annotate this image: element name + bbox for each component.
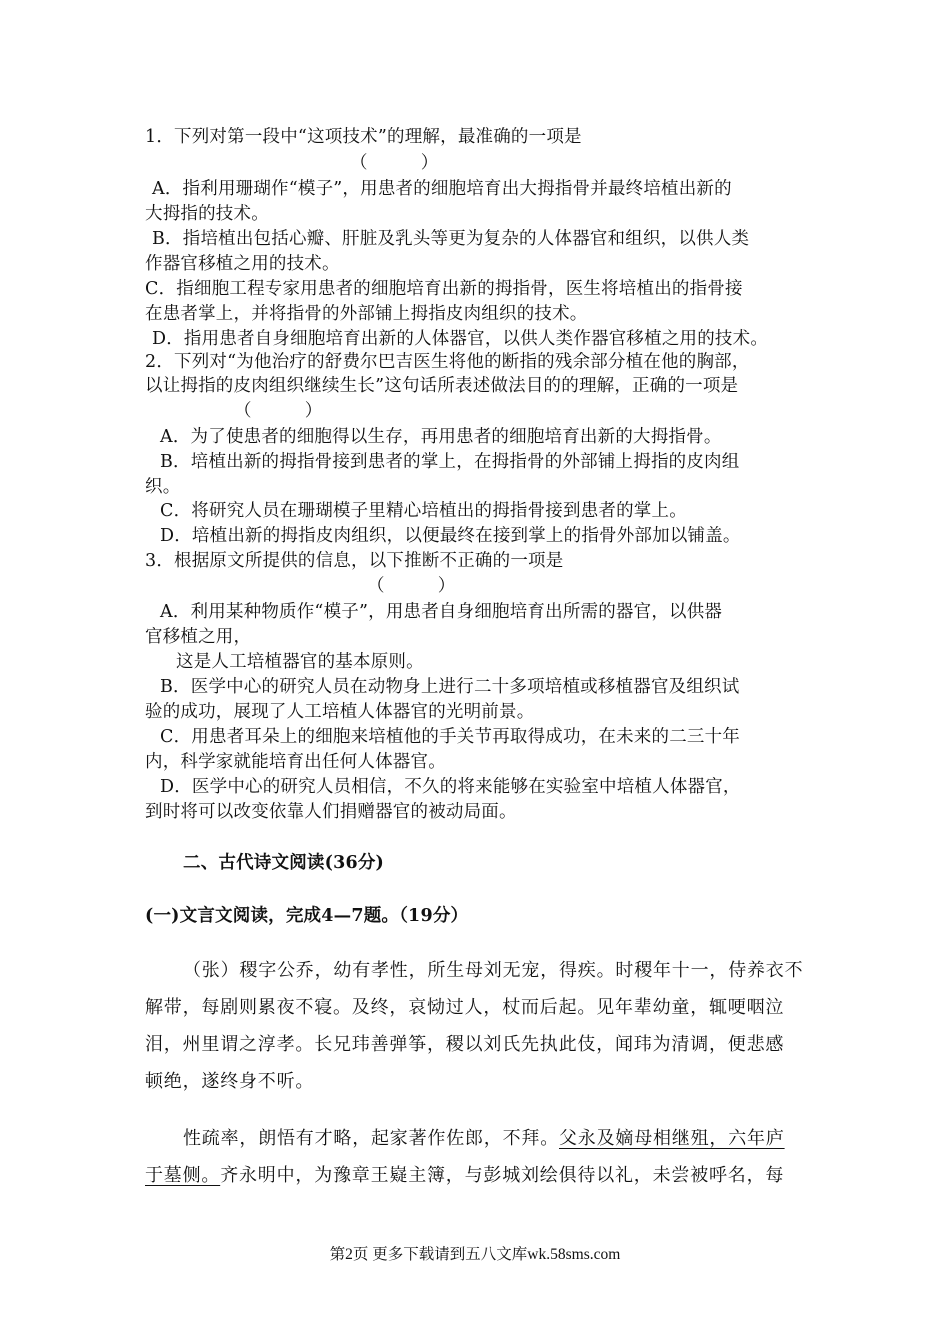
p2-plain-text: 齐永明中，为豫章王嶷主簿，与彭城刘绘俱待以礼，未尝被呼名，每 [220,1165,785,1186]
q3-answer-paren: （ ） [367,576,456,596]
q1-option-d-line1: D．指用患者自身细胞培育出新的人体器官，以供人类作器官移植之用的技术。 [152,329,769,349]
classical-text-p1-line3: 泪，州里谓之淳孝。长兄玮善弹筝，稷以刘氏先执此伎，闻玮为清调，便悲感 [145,1034,785,1055]
section-heading: 二、古代诗文阅读(36分) [183,853,385,873]
q1-option-c-line2: 在患者掌上，并将指骨的外部铺上拇指皮肉组织的技术。 [145,304,588,324]
q3-option-a-line2: 官移植之用， [145,627,252,647]
q2-option-c-line1: C．将研究人员在珊瑚模子里精心培植出的拇指骨接到患者的掌上。 [160,501,687,521]
q2-option-b-line1: B．培植出新的拇指骨接到患者的掌上，在拇指骨的外部铺上拇指的皮肉组 [160,452,740,472]
q2-option-d-line1: D．培植出新的拇指皮肉组织，以便最终在接到掌上的指骨外部加以铺盖。 [160,526,741,546]
classical-text-p2-line1 [183,1126,853,1152]
q3-option-b-line2: 验的成功，展现了人工培植人体器官的光明前景。 [145,702,535,722]
q2-stem-line2: 以让拇指的皮肉组织继续生长”这句话所表述做法目的的理解，正确的一项是 [145,376,739,396]
classical-text-p2-line2 [145,1163,815,1189]
q1-option-b-line2: 作器官移植之用的技术。 [145,254,340,274]
q3-option-b-line1: B．医学中心的研究人员在动物身上进行二十多项培植或移植器官及组织试 [160,677,740,697]
q2-option-a-line1: A．为了使患者的细胞得以生存，再用患者的细胞培育出新的大拇指骨。 [160,427,722,447]
q1-stem: 1．下列对第一段中“这项技术”的理解，最准确的一项是 [145,127,582,147]
page-footer: 第2页 更多下载请到五八文库wk.58sms.com [329,1246,621,1263]
classical-text-p1-line4: 顿绝，遂终身不听。 [145,1071,315,1092]
classical-text-p1-line1: （张）稷字公乔，幼有孝性，所生母刘无宠，得疾。时稷年十一，侍养衣不 [183,960,804,981]
section-subheading: (一)文言文阅读，完成4—7题。（19分） [145,906,469,926]
q1-option-a-line1: A．指利用珊瑚作“模子”，用患者的细胞培育出大拇指骨并最终培植出新的 [152,179,732,199]
q3-option-d-line2: 到时将可以改变依靠人们捐赠器官的被动局面。 [145,802,517,822]
q1-answer-paren: （ ） [350,153,439,173]
q3-option-c-line2: 内，科学家就能培育出任何人体器官。 [145,752,446,772]
q2-stem-line1: 2．下列对“为他治疗的舒费尔巴吉医生将他的断指的残余部分植在他的胸部， [145,352,750,372]
p2-underlined-text: 于墓侧。 [145,1165,221,1186]
p2-underlined-text: 父永及嫡母相继殂，六年庐 [559,1128,785,1149]
p2-plain-text: 性疏率，朗悟有才略，起家著作佐郎，不拜。 [183,1128,559,1149]
q3-stem: 3．根据原文所提供的信息，以下推断不正确的一项是 [145,551,564,571]
q1-option-c-line1: C．指细胞工程专家用患者的细胞培育出新的拇指骨，医生将培植出的指骨接 [145,279,743,299]
classical-text-p1-line2: 解带，每剧则累夜不寝。及终，哀恸过人，杖而后起。见年辈幼童，辄哽咽泣 [145,997,785,1018]
q2-option-b-line2: 织。 [145,477,181,497]
q3-option-a-line3: 这是人工培植器官的基本原则。 [176,652,424,672]
q3-option-a-line1: A．利用某种物质作“模子”，用患者自身细胞培育出所需的器官，以供器 [160,602,723,622]
q3-option-c-line1: C．用患者耳朵上的细胞来培植他的手关节再取得成功，在未来的二三十年 [160,727,740,747]
q2-answer-paren: （ ） [234,401,323,421]
q3-option-d-line1: D．医学中心的研究人员相信，不久的将来能够在实验室中培植人体器官， [160,777,741,797]
q1-option-a-line2: 大拇指的技术。 [145,204,269,224]
q1-option-b-line1: B．指培植出包括心瓣、肝脏及乳头等更为复杂的人体器官和组织，以供人类 [152,229,750,249]
